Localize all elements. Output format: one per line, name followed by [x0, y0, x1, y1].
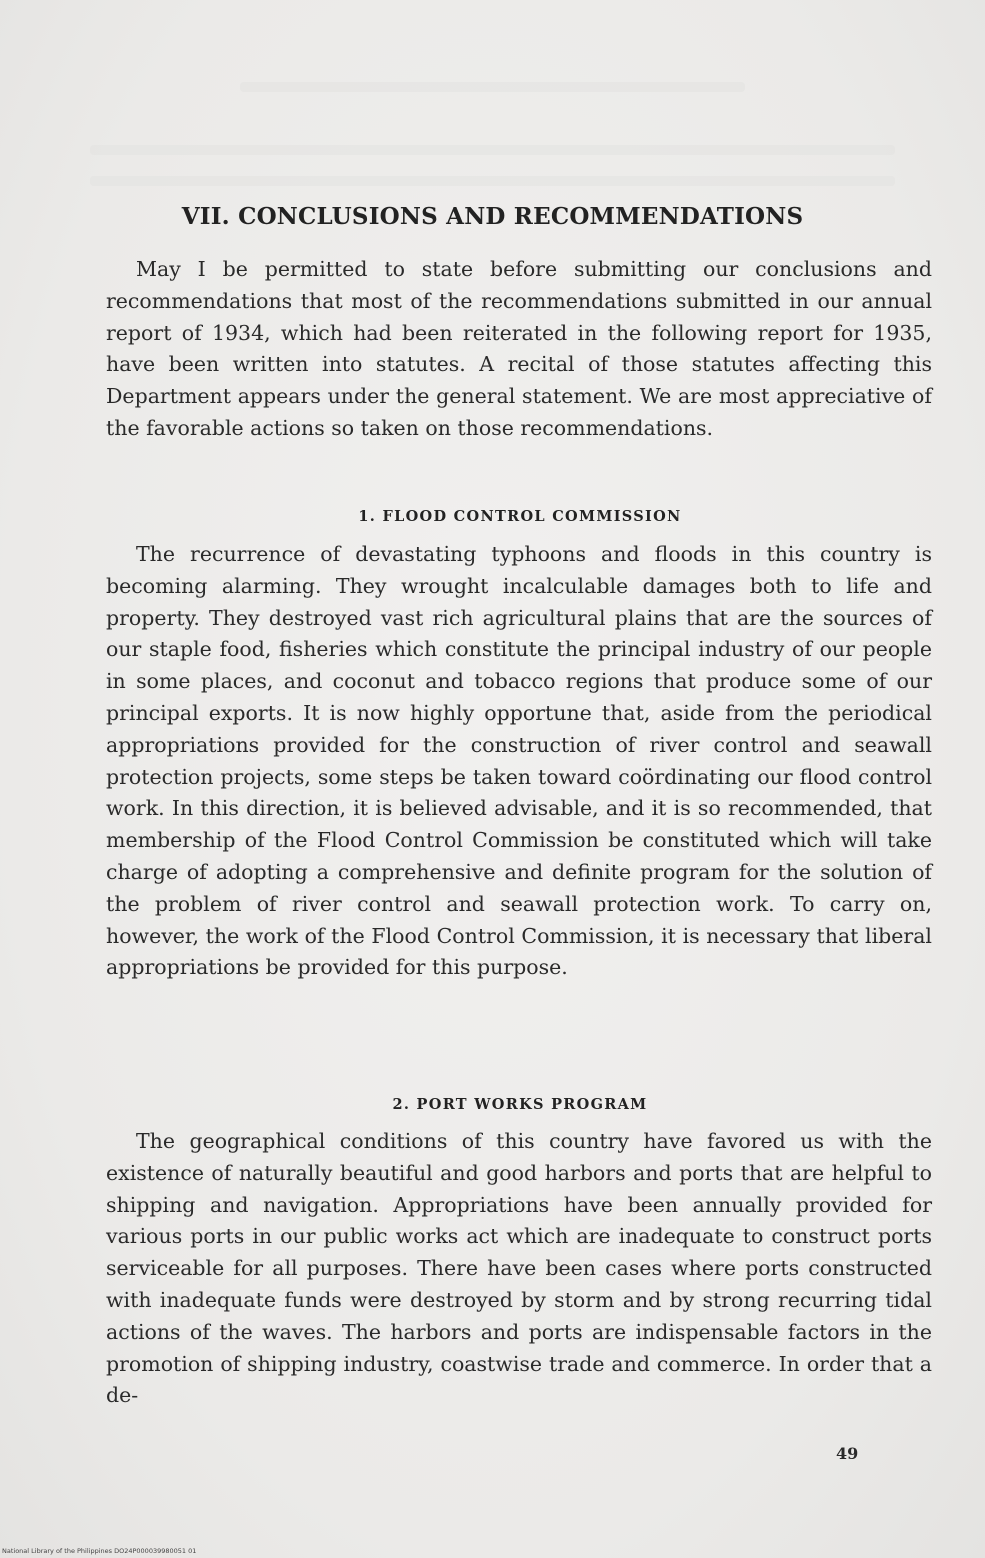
- footer-attribution: National Library of the Philippines DO24P000039980051 01: [2, 1547, 197, 1555]
- section-heading: VII. CONCLUSIONS AND RECOMMENDATIONS: [181, 203, 804, 230]
- bleed-through-line: [90, 176, 895, 186]
- flood-control-paragraph: The recurrence of devastating typhoons and floods in this country is becoming alarming. They wrought incalculable damages both to life and property. They destroyed vast rich agricultural plains that are the sources of our staple food, fisheries which constitute the principal industry of our people in some places, and coconut and tobacco regions that produce some of our principal exports. It is now highly opportune that, aside from the periodical appropriations provided for the construction of river control and seawall protection projects, some steps be taken toward coördinating our flood control work. In this direction, it is believed advisable, and it is so recommended, that membership of the Flood Control Commission be constituted which will take charge of adopting a comprehensive and definite program for the solution of the problem of river control and seawall protection work. To carry on, however, the work of the Flood Control Commission, it is necessary that liberal appropriations be provided for this purpose.: [106, 542, 932, 980]
- subsection-heading-flood-control: 1. FLOOD CONTROL COMMISSION: [358, 508, 682, 525]
- bleed-through-line: [240, 82, 745, 92]
- intro-paragraph: May I be permitted to state before submitting our conclusions and recommendations that most of the recommendations submitted in our annual report of 1934, which had been reiterated in the following report for 1935, have been written into statutes. A recital of those statutes affecting this Department appears under the general statement. We are most appreciative of the favorable actions so taken on those recommendations.: [106, 257, 932, 440]
- subsection-heading-port-works: 2. PORT WORKS PROGRAM: [392, 1096, 648, 1113]
- bleed-through-line: [90, 145, 895, 155]
- page-number: 49: [836, 1444, 859, 1463]
- port-works-paragraph: The geographical conditions of this country have favored us with the existence of naturally beautiful and good harbors and ports that are helpful to shipping and navigation. Appropriations have been annually provided for various ports in our public works act which are inadequate to construct ports serviceable for all purposes. There have been cases where ports constructed with inadequate funds were destroyed by storm and by strong recurring tidal actions of the waves. The harbors and ports are indispensable factors in the promotion of shipping industry, coastwise trade and commerce. In order that a de-: [106, 1129, 932, 1408]
